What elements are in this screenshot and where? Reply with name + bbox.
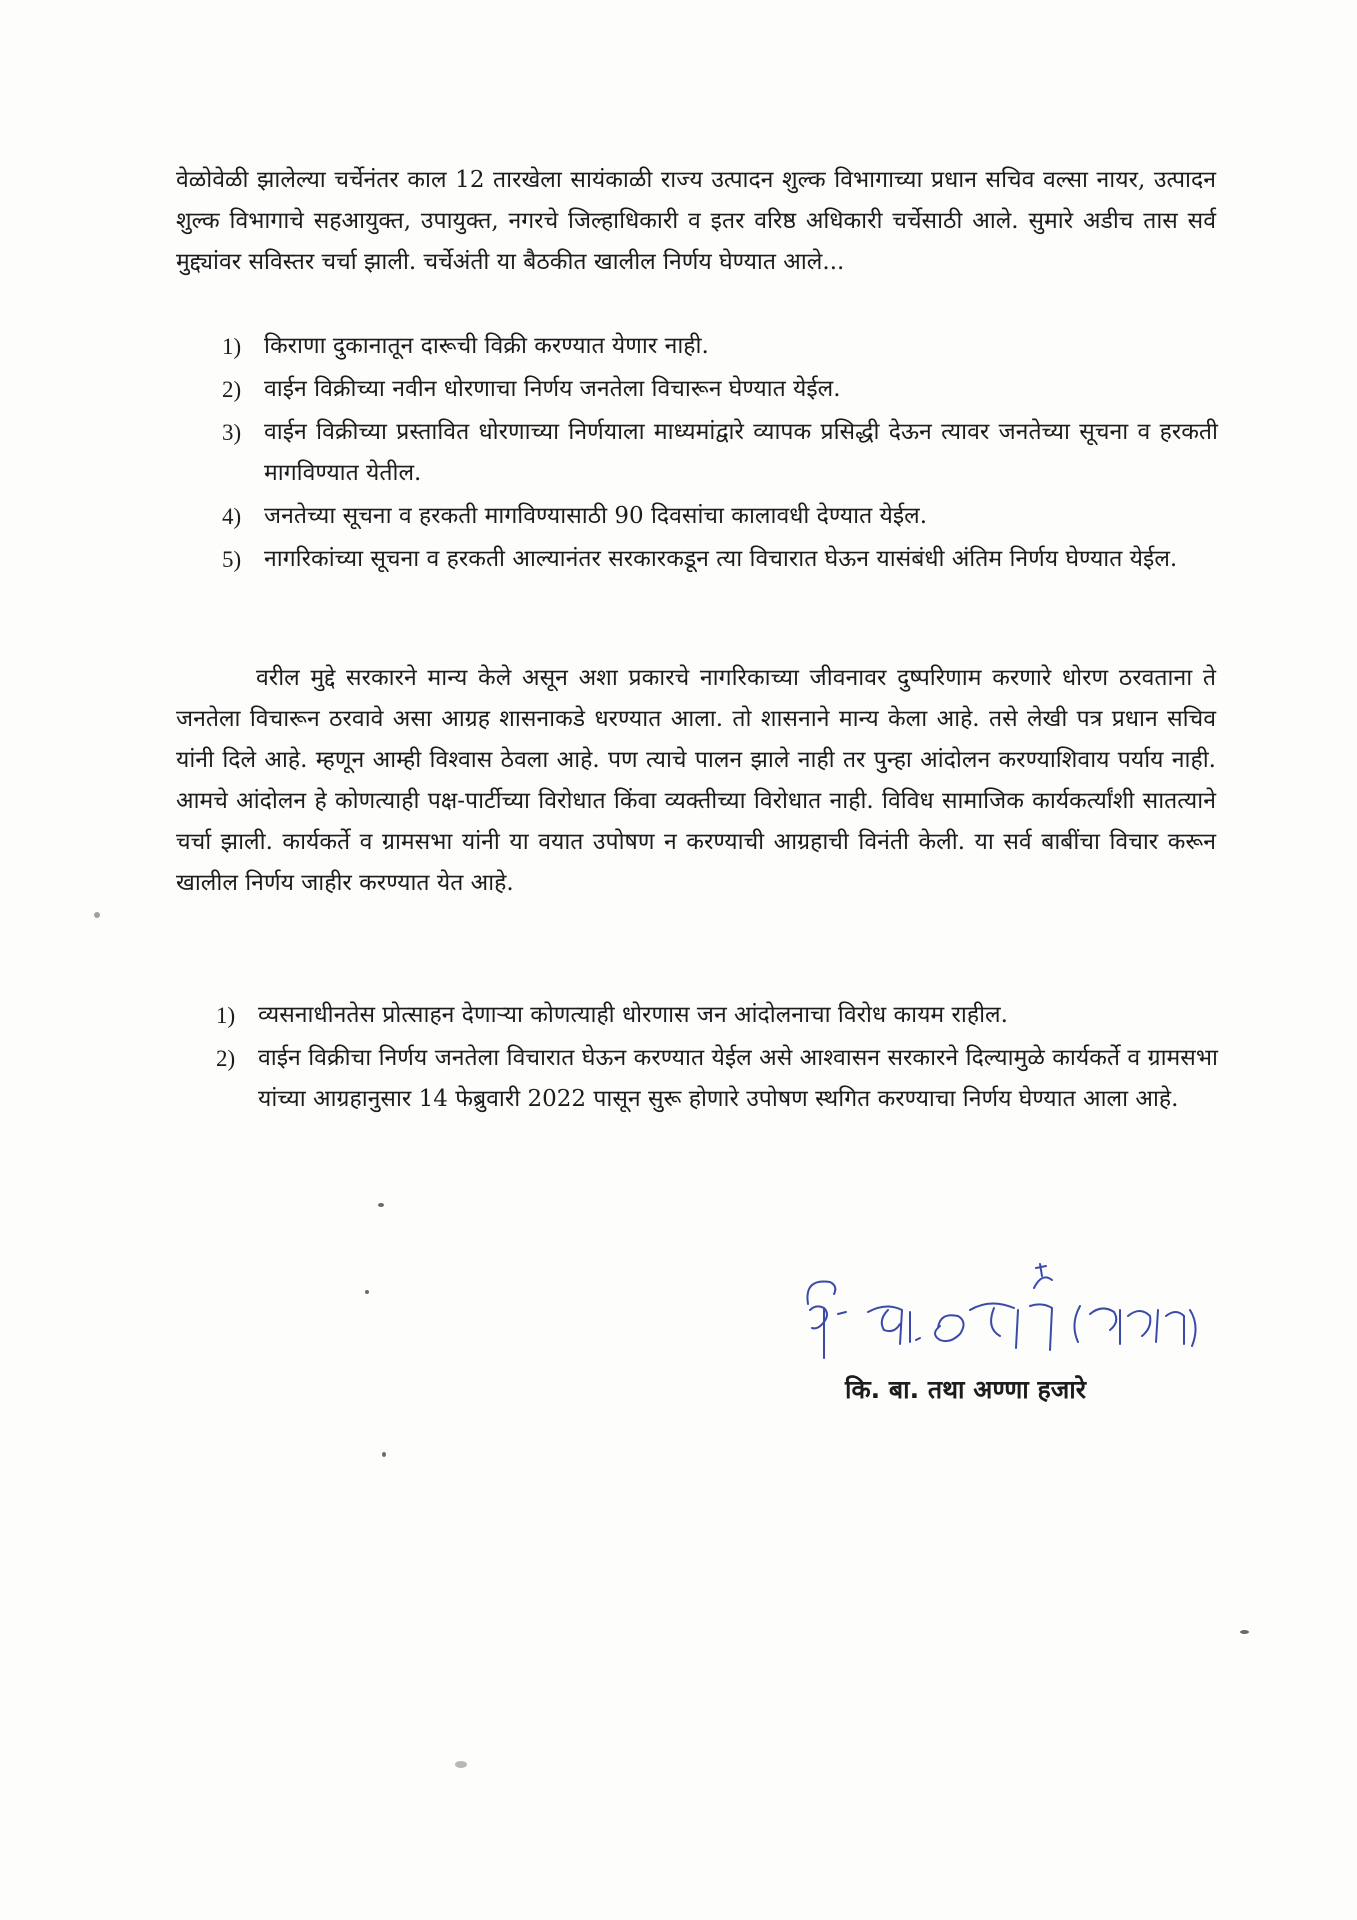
list-item xyxy=(222,369,1218,410)
item-number: 3) xyxy=(222,420,242,445)
signer-name: कि. बा. तथा अण्णा हजारे xyxy=(845,1375,1086,1404)
item-number: 4) xyxy=(222,504,242,529)
list-item xyxy=(222,326,1218,367)
paper-speck xyxy=(365,1290,369,1294)
decisions-list xyxy=(222,326,1218,582)
list-item xyxy=(222,412,1218,494)
handwritten-signature xyxy=(790,1258,1270,1378)
item-text: व्यसनाधीनतेस प्रोत्साहन देणाऱ्या कोणत्याही धोरणास जन आंदोलनाचा विरोध कायम राहील. xyxy=(258,1002,1008,1028)
list-item xyxy=(216,1038,1218,1120)
item-text: वाईन विक्रीचा निर्णय जनतेला विचारात घेऊन करण्यात येईल असे आश्वासन सरकारने दिल्यामुळे कार्यकर्ते व ग्रामसभा यांच्या आग्रहानुसार 14 फेब्रुवारी 2022 पासून सुरू होणारे उपोषण स्थगित करण्याचा निर्णय घेण्यात आला आहे. xyxy=(258,1045,1218,1112)
item-number: 2) xyxy=(222,377,242,402)
paper-speck xyxy=(382,1452,386,1457)
middle-paragraph: वरील मुद्दे सरकारने मान्य केले असून अशा प्रकारचे नागरिकाच्या जीवनावर दुष्परिणाम करणारे धोरण ठरवताना ते जनतेला विचारून ठरवावे असा आग्रह शासनाकडे धरण्यात आला. तो शासनाने मान्य केला आहे. तसे लेखी पत्र प्रधान सचिव यांनी दिले आहे. म्हणून आम्ही विश्वास ठेवला आहे. पण त्याचे पालन झाले नाही तर पुन्हा आंदोलन करण्याशिवाय पर्याय नाही. आमचे आंदोलन हे कोणत्याही पक्ष-पार्टीच्या विरोधात किंवा व्यक्तीच्या विरोधात नाही. विविध सामाजिक कार्यकर्त्यांशी सातत्याने चर्चा झाली. कार्यकर्ते व ग्रामसभा यांनी या वयात उपोषण न करण्याची आग्रहाची विनंती केली. या सर्व बाबींचा विचार करून खालील निर्णय जाहीर करण्यात येत आहे. xyxy=(176,665,1216,896)
item-text: जनतेच्या सूचना व हरकती मागविण्यासाठी 90 दिवसांचा कालावधी देण्यात येईल. xyxy=(264,503,928,529)
item-number: 1) xyxy=(216,1003,236,1028)
paper-speck xyxy=(1240,1630,1249,1634)
list-item xyxy=(216,995,1218,1036)
paper-speck xyxy=(94,912,100,918)
item-number: 5) xyxy=(222,547,242,572)
list-item xyxy=(222,539,1218,580)
paper-speck xyxy=(378,1203,384,1207)
item-text: नागरिकांच्या सूचना व हरकती आल्यानंतर सरकारकडून त्या विचारात घेऊन यासंबंधी अंतिम निर्णय घेण्यात येईल. xyxy=(264,546,1178,572)
item-number: 1) xyxy=(222,334,242,359)
item-text: वाईन विक्रीच्या प्रस्तावित धोरणाच्या निर्णयाला माध्यमांद्वारे व्यापक प्रसिद्धी देऊन त्यावर जनतेच्या सूचना व हरकती मागविण्यात येतील. xyxy=(264,419,1218,486)
item-text: वाईन विक्रीच्या नवीन धोरणाचा निर्णय जनतेला विचारून घेण्यात येईल. xyxy=(264,376,841,402)
list-item xyxy=(222,496,1218,537)
intro-paragraph: वेळोवेळी झालेल्या चर्चेनंतर काल 12 तारखेला सायंकाळी राज्य उत्पादन शुल्क विभागाच्या प्रधान सचिव वल्सा नायर, उत्पादन शुल्क विभागाचे सहआयुक्त, उपायुक्त, नगरचे जिल्हाधिकारी व इतर वरिष्ठ अधिकारी चर्चेसाठी आले. सुमारे अडीच तास सर्व मुद्द्यांवर सविस्तर चर्चा झाली. चर्चेअंती या बैठकीत खालील निर्णय घेण्यात आले... xyxy=(176,167,1216,275)
item-number: 2) xyxy=(216,1046,236,1071)
item-text: किराणा दुकानातून दारूची विक्री करण्यात येणार नाही. xyxy=(264,333,709,359)
paper-speck xyxy=(455,1761,467,1768)
final-decisions-list xyxy=(216,995,1218,1122)
